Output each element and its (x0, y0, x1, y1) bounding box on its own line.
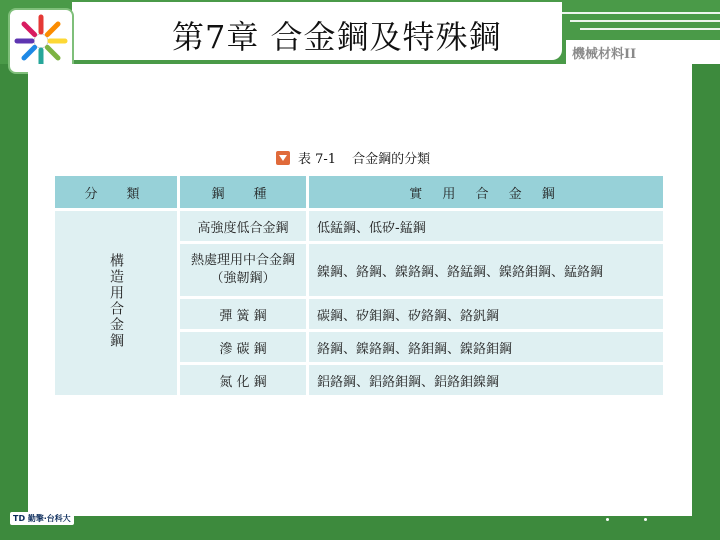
footer-decor-dot (606, 518, 609, 521)
steel-type-sublabel: （強韌鋼） (210, 271, 276, 286)
steel-list-cell: 碳鋼、矽鉬鋼、矽鉻鋼、鉻釩鋼 (309, 299, 663, 329)
color-wheel-icon (10, 10, 72, 72)
header-decor-line (580, 28, 720, 30)
category-cell (55, 211, 177, 395)
column-header: 實 用 合 金 鋼 (309, 176, 663, 208)
chapter-title: 第7章 合金鋼及特殊鋼 (172, 18, 502, 56)
steel-list-cell: 低錳鋼、低矽-錳鋼 (309, 211, 663, 241)
steel-type-cell: 氮 化 鋼 (180, 365, 306, 395)
steel-type-cell: 彈 簧 鋼 (180, 299, 306, 329)
caption-marker-icon (276, 151, 290, 165)
steel-type-cell (180, 244, 306, 296)
table-row (55, 211, 663, 241)
column-header: 鋼 種 (180, 176, 306, 208)
steel-type-label: 熱處理用中合金鋼 (190, 253, 295, 268)
caption-title: 合金鋼的分類 (352, 152, 431, 167)
alloy-steel-table (52, 173, 666, 398)
footer-decor-dot (644, 518, 647, 521)
table-caption (276, 148, 430, 167)
header-decor-line (560, 12, 720, 14)
publisher-logo: TD 勤擎‧台科大 (10, 512, 74, 525)
steel-list-cell: 鎳鋼、鉻鋼、鎳鉻鋼、鉻錳鋼、鎳鉻鉬鋼、錳鉻鋼 (309, 244, 663, 296)
footer-bar (0, 516, 720, 540)
category-label: 構造用合金鋼 (108, 253, 124, 349)
table-header-row (55, 176, 663, 208)
steel-list-cell: 鉻鋼、鎳鉻鋼、鉻鉬鋼、鎳鉻鉬鋼 (309, 332, 663, 362)
steel-type-cell: 高強度低合金鋼 (180, 211, 306, 241)
steel-type-cell: 滲 碳 鋼 (180, 332, 306, 362)
column-header: 分 類 (55, 176, 177, 208)
caption-label: 表 7-1 (298, 152, 337, 167)
steel-list-cell: 鋁鉻鋼、鋁鉻鉬鋼、鋁鉻鉬鎳鋼 (309, 365, 663, 395)
header-decor-line (570, 20, 720, 22)
subject-label: 機械材料II (572, 47, 637, 62)
title-tab (72, 2, 562, 60)
subject-label-box (566, 40, 720, 64)
